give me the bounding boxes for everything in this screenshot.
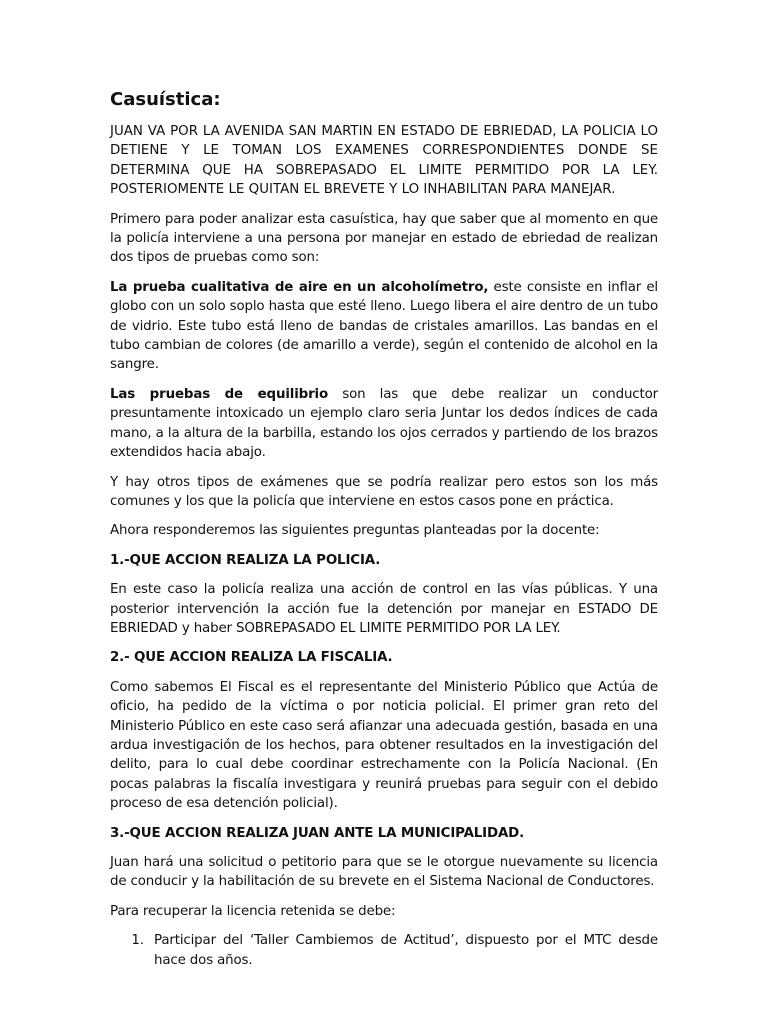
test2-text: son las que debe realizar un conductor presuntamente intoxicado un ejemplo claro seria Juntar los dedos índices de cada mano, a la altura de la barbilla, estando los ojos cerrados y partiendo de los brazos extendidos hacia abajo. [110,386,658,461]
list-item: 1. Participar del ‘Taller Cambiemos de Actitud’, dispuesto por el MTC desde hace dos años. [148,931,658,970]
recovery-steps-list [110,931,658,970]
q1-heading: 1.-QUE ACCION REALIZA LA POLICIA. [110,552,381,568]
other-tests-paragraph: Y hay otros tipos de exámenes que se podría realizar pero estos son los más comunes y los que la policía que interviene en estos casos pone en práctica. [110,474,658,509]
test2-label: Las pruebas de equilibrio [110,386,329,402]
q1-answer: En este caso la policía realiza una acción de control en las vías públicas. Y una posterior intervención la acción fue la detención por manejar en ESTADO DE EBRIEDAD y haber SOBREPASADO EL LIMITE PERMITIDO POR LA LEY. [110,582,658,636]
q3-heading: 3.-QUE ACCION REALIZA JUAN ANTE LA MUNICIPALIDAD. [110,825,525,841]
test1-label: La prueba cualitativa de aire en un alcoholímetro, [110,279,489,295]
recovery-intro: Para recuperar la licencia retenida se debe: [110,903,396,919]
intro-paragraph: Primero para poder analizar esta casuística, hay que saber que al momento en que la policía interviene a una persona por manejar en estado de ebriedad de realizan dos tipos de pruebas como son: [110,211,658,266]
document-title: Casuística: [110,89,221,110]
test1-paragraph [110,278,658,375]
test1-text: este consiste en inflar el globo con un solo soplo hasta que esté lleno. Luego libera el aire dentro de un tubo de vidrio. Este tubo está lleno de bandas de cristales amarillos. Las bandas en el tubo cambian de colores (de amarillo a verde), según el contenido de alcohol en la sangre. [110,279,658,373]
q2-answer: Como sabemos El Fiscal es el representante del Ministerio Público que Actúa de oficio, ha pedido de la víctima o por noticia policial. El primer gran reto del Ministerio Público en este caso será afianzar una adecuada gestión, basada en una ardua investigación de los hechos, para obtener resultados en la investigación del delito, para lo cual debe coordinar estrechamente con la Policía Nacional. (En pocas palabras la fiscalía investigara y reunirá pruebas para seguir con el debido proceso de esa detención policial). [110,679,658,812]
q3-answer: Juan hará una solicitud o petitorio para que se le otorgue nuevamente su licencia de conducir y la habilitación de su brevete en el Sistema Nacional de Conductores. [110,855,658,890]
q2-heading: 2.- QUE ACCION REALIZA LA FISCALIA. [110,650,393,666]
test2-paragraph [110,385,658,463]
questions-intro: Ahora responderemos las siguientes preguntas planteadas por la docente: [110,523,600,539]
case-statement: JUAN VA POR LA AVENIDA SAN MARTIN EN ESTADO DE EBRIEDAD, LA POLICIA LO DETIENE Y LE TOMAN LOS EXAMENES CORRESPONDIENTES DONDE SE DETERMINA QUE HA SOBREPASADO EL LIMITE PERMITIDO POR LA LEY. POSTERIOMENTE LE QUITAN EL BREVETE Y LO INHABILITAN PARA MANEJAR. [110,124,658,198]
